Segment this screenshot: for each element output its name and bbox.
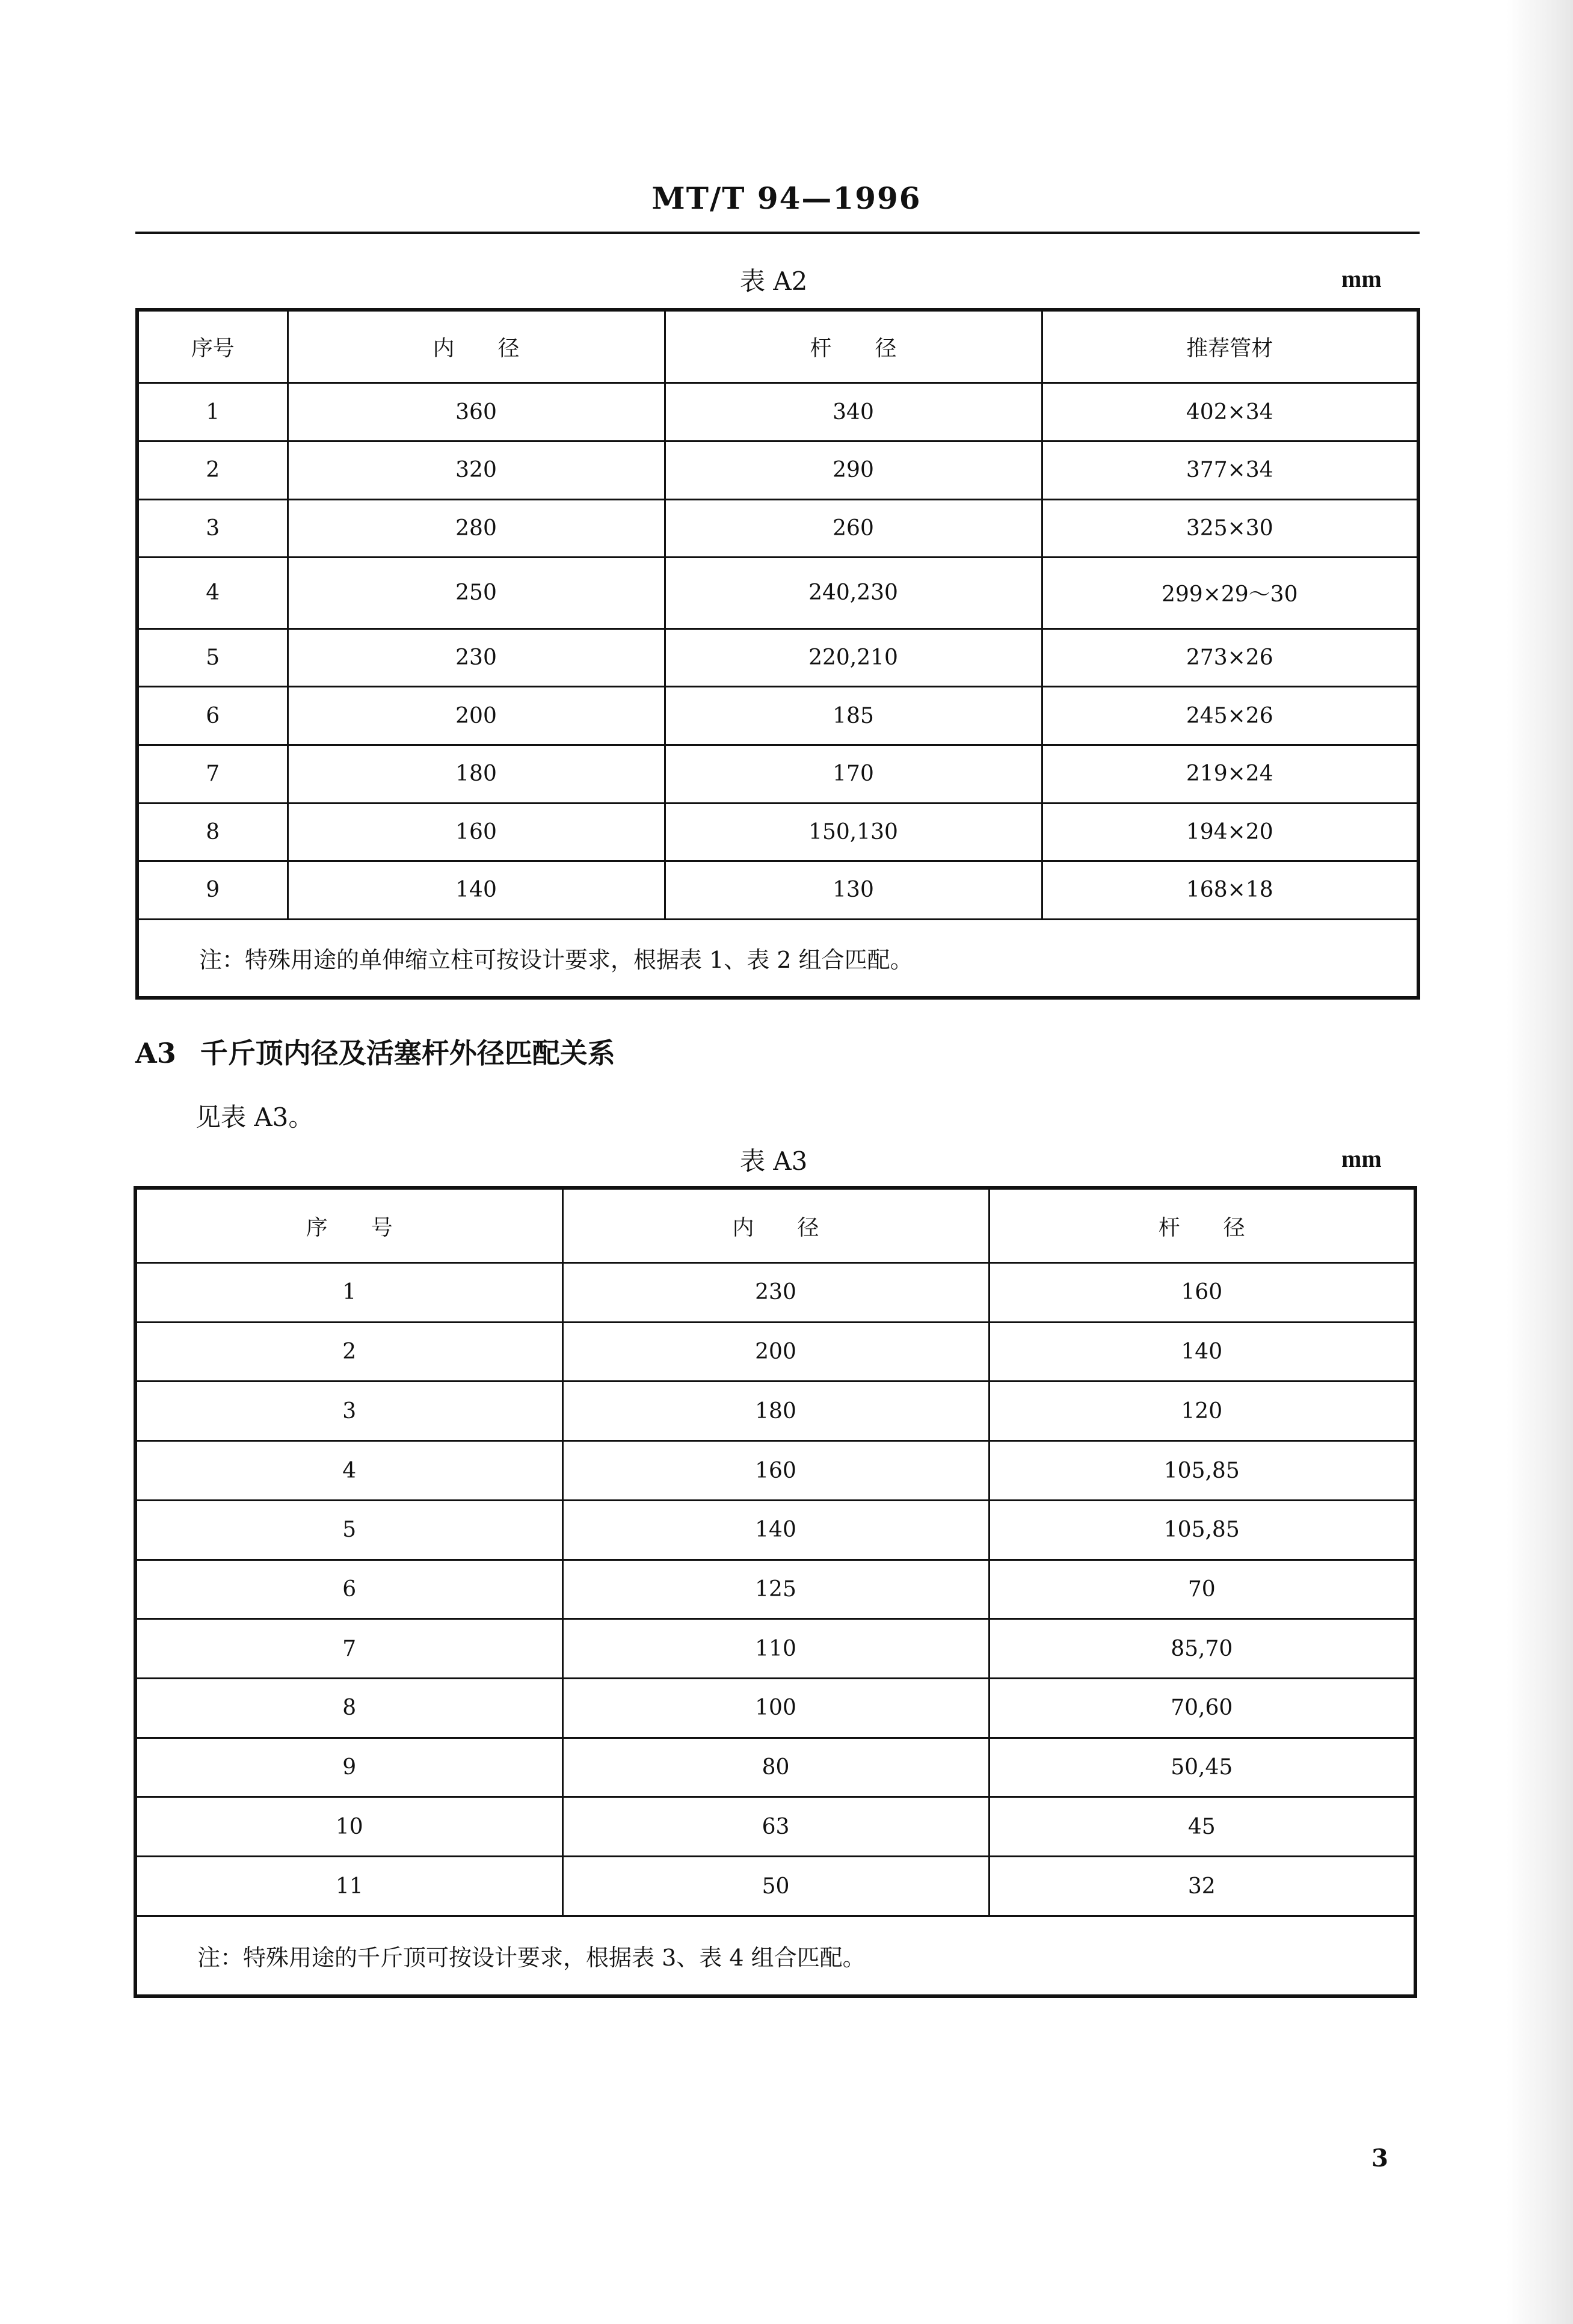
table-a3-cell: 1 bbox=[135, 1263, 562, 1323]
table-a3-header-cell: 内 径 bbox=[562, 1188, 989, 1263]
table-a3-cell: 140 bbox=[562, 1500, 989, 1560]
table-row bbox=[137, 745, 1418, 803]
table-a2-cell: 250 bbox=[288, 558, 665, 629]
table-a2-cell: 185 bbox=[665, 687, 1042, 745]
table-a3-cell: 5 bbox=[135, 1500, 562, 1560]
table-a3-cell: 70 bbox=[989, 1560, 1415, 1619]
section-a3-paragraph: 见表 A3。 bbox=[195, 1102, 314, 1132]
table-a3-header-cell: 杆 径 bbox=[989, 1188, 1415, 1263]
table-a3-cell: 6 bbox=[135, 1560, 562, 1619]
table-a3-cell: 105,85 bbox=[989, 1500, 1415, 1560]
table-a2-cell: 240,230 bbox=[665, 558, 1042, 629]
table-a3-cell: 230 bbox=[562, 1263, 989, 1323]
table-row bbox=[135, 1441, 1415, 1501]
table-a3-cell: 85,70 bbox=[989, 1619, 1415, 1679]
table-a3-cell: 3 bbox=[135, 1382, 562, 1441]
section-a3-number: A3 bbox=[135, 1037, 176, 1069]
table-row bbox=[137, 558, 1418, 629]
table-a2-note: 注：特殊用途的单伸缩立柱可按设计要求，根据表 1、表 2 组合匹配。 bbox=[137, 919, 1418, 998]
table-a3-cell: 50,45 bbox=[989, 1738, 1415, 1797]
table-a3-cell: 2 bbox=[135, 1322, 562, 1382]
table-a2-cell: 3 bbox=[137, 499, 288, 558]
table-a3-cell: 45 bbox=[989, 1797, 1415, 1857]
table-a2-header-row bbox=[137, 310, 1418, 383]
table-a2-cell: 6 bbox=[137, 687, 288, 745]
table-a3-cell: 110 bbox=[562, 1619, 989, 1679]
table-row bbox=[137, 629, 1418, 687]
table-a2-header-cell: 推荐管材 bbox=[1042, 310, 1418, 383]
table-a2-cell: 299×29～30 bbox=[1042, 558, 1418, 629]
table-a3-cell: 80 bbox=[562, 1738, 989, 1797]
table-a3-caption: 表 A3 bbox=[740, 1146, 808, 1176]
table-a2-cell: 200 bbox=[288, 687, 665, 745]
table-a2-cell: 290 bbox=[665, 441, 1042, 499]
table-a2-header-cell: 内 径 bbox=[288, 310, 665, 383]
table-a3 bbox=[134, 1186, 1417, 1998]
table-row bbox=[135, 1322, 1415, 1382]
table-a2-cell: 180 bbox=[288, 745, 665, 803]
table-a3-cell: 50 bbox=[562, 1857, 989, 1916]
table-a3-cell: 70,60 bbox=[989, 1679, 1415, 1738]
table-row bbox=[135, 1679, 1415, 1738]
table-row bbox=[135, 1857, 1415, 1916]
table-row bbox=[135, 1797, 1415, 1857]
table-a3-cell: 63 bbox=[562, 1797, 989, 1857]
table-a2-cell: 160 bbox=[288, 803, 665, 861]
table-a2-cell: 220,210 bbox=[665, 629, 1042, 687]
table-a3-header-cell: 序 号 bbox=[135, 1188, 562, 1263]
table-a3-cell: 4 bbox=[135, 1441, 562, 1501]
table-a3-cell: 100 bbox=[562, 1679, 989, 1738]
table-row bbox=[137, 803, 1418, 861]
table-a3-cell: 8 bbox=[135, 1679, 562, 1738]
table-a3-cell: 180 bbox=[562, 1382, 989, 1441]
table-row bbox=[137, 687, 1418, 745]
table-a3-cell: 160 bbox=[989, 1263, 1415, 1323]
table-a2-cell: 320 bbox=[288, 441, 665, 499]
table-a2-cell: 1 bbox=[137, 383, 288, 441]
table-a2-cell: 194×20 bbox=[1042, 803, 1418, 861]
table-row bbox=[135, 1263, 1415, 1323]
table-a3-header-row bbox=[135, 1188, 1415, 1263]
table-a3-cell: 200 bbox=[562, 1322, 989, 1382]
table-a2-cell: 150,130 bbox=[665, 803, 1042, 861]
table-a3-cell: 140 bbox=[989, 1322, 1415, 1382]
table-row bbox=[137, 499, 1418, 558]
table-a2-cell: 402×34 bbox=[1042, 383, 1418, 441]
table-a3-note: 注：特殊用途的千斤顶可按设计要求，根据表 3、表 4 组合匹配。 bbox=[135, 1916, 1415, 1996]
table-a2-cell: 140 bbox=[288, 861, 665, 920]
table-a2-cell: 325×30 bbox=[1042, 499, 1418, 558]
page-number: 3 bbox=[1371, 2144, 1388, 2172]
table-a2-cell: 219×24 bbox=[1042, 745, 1418, 803]
header-rule bbox=[135, 232, 1420, 234]
table-row bbox=[135, 1560, 1415, 1619]
table-a2-cell: 2 bbox=[137, 441, 288, 499]
table-a2-cell: 168×18 bbox=[1042, 861, 1418, 920]
table-a3-cell: 160 bbox=[562, 1441, 989, 1501]
table-row bbox=[135, 1738, 1415, 1797]
table-a2-cell: 340 bbox=[665, 383, 1042, 441]
table-row bbox=[135, 1500, 1415, 1560]
table-a2-cell: 230 bbox=[288, 629, 665, 687]
table-a3-cell: 120 bbox=[989, 1382, 1415, 1441]
table-a3-cell: 9 bbox=[135, 1738, 562, 1797]
table-a2-caption: 表 A2 bbox=[740, 266, 808, 296]
table-row bbox=[135, 1619, 1415, 1679]
table-a2-cell: 245×26 bbox=[1042, 687, 1418, 745]
table-a2-cell: 170 bbox=[665, 745, 1042, 803]
table-row bbox=[137, 441, 1418, 499]
section-a3-heading bbox=[135, 1031, 615, 1071]
table-a3-cell: 11 bbox=[135, 1857, 562, 1916]
section-a3-title: 千斤顶内径及活塞杆外径匹配关系 bbox=[200, 1037, 615, 1069]
table-a2-cell: 360 bbox=[288, 383, 665, 441]
table-a3-cell: 32 bbox=[989, 1857, 1415, 1916]
table-a2-cell: 130 bbox=[665, 861, 1042, 920]
table-a2-cell: 9 bbox=[137, 861, 288, 920]
table-row bbox=[137, 383, 1418, 441]
table-a3-cell: 105,85 bbox=[989, 1441, 1415, 1501]
table-a2-cell: 377×34 bbox=[1042, 441, 1418, 499]
table-a2-cell: 7 bbox=[137, 745, 288, 803]
page-edge-shadow bbox=[1507, 0, 1573, 2324]
table-a2-cell: 5 bbox=[137, 629, 288, 687]
table-a2-cell: 260 bbox=[665, 499, 1042, 558]
table-a2-header-cell: 杆 径 bbox=[665, 310, 1042, 383]
table-row bbox=[135, 1382, 1415, 1441]
table-a3-cell: 10 bbox=[135, 1797, 562, 1857]
table-a3-cell: 125 bbox=[562, 1560, 989, 1619]
table-a2-cell: 8 bbox=[137, 803, 288, 861]
table-a3-note-row bbox=[135, 1916, 1415, 1996]
table-a2-unit: mm bbox=[1341, 265, 1382, 292]
table-a2-cell: 4 bbox=[137, 558, 288, 629]
table-a3-unit: mm bbox=[1341, 1145, 1382, 1172]
table-a2-cell: 273×26 bbox=[1042, 629, 1418, 687]
table-a3-cell: 7 bbox=[135, 1619, 562, 1679]
table-a2-cell: 280 bbox=[288, 499, 665, 558]
table-a2 bbox=[135, 308, 1420, 1000]
table-a2-header-cell: 序号 bbox=[137, 310, 288, 383]
table-a2-note-row bbox=[137, 919, 1418, 998]
standard-number-header: MT/T 94—1996 bbox=[651, 180, 922, 216]
table-row bbox=[137, 861, 1418, 920]
